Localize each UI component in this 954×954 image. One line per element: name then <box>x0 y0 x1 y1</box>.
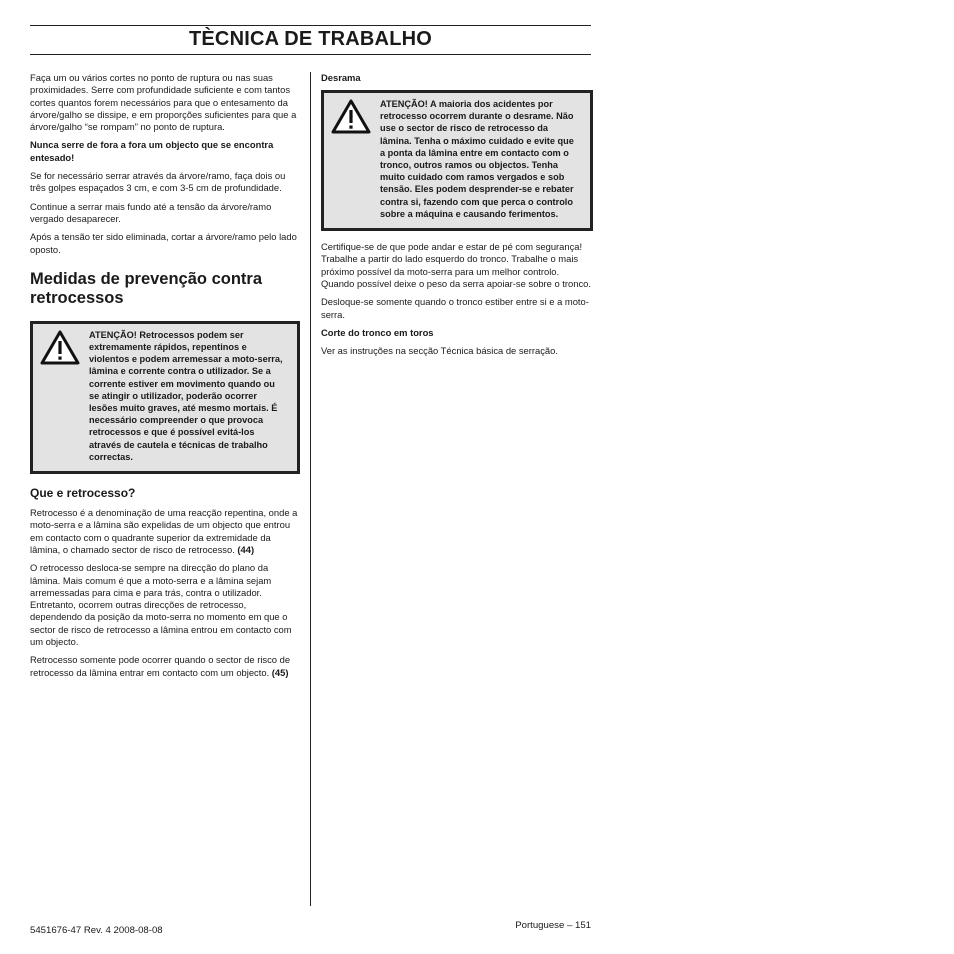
section-heading: Corte do tronco em toros <box>321 326 434 338</box>
paragraph: Após a tensão ter sido eliminada, cortar a árvore/ramo pelo lado oposto. <box>30 231 297 255</box>
paragraph <box>30 654 300 679</box>
paragraph: O retrocesso desloca-se sempre na direcção do plano da lâmina. Mais comum é que a moto-serra e a lâmina sejam arremessadas para cima e para trás, contra o utilizador. Entretanto, ocorrem outras direcções de retrocesso, dependendo da posição da moto-serra no momento em que o sector de risco de retrocesso a lâmina entrou em contacto com um objecto. <box>30 562 292 648</box>
right-column <box>321 72 593 363</box>
column-divider <box>310 72 311 906</box>
paragraph: Se for necessário serrar através da árvore/ramo, faça dois ou três golpes espaçados 3 cm, e com 3-5 cm de profundidade. <box>30 170 286 194</box>
warning-text: ATENÇÃO! A maioria dos acidentes por retrocesso ocorrem durante o desrame. Não use o sector de risco de retrocesso da lâmina. Tenha o máximo cuidado e evite que a ponta da lâmina entre em contacto com o tronco, outros ramos ou objectos. Tenha muito cuidado com ramos vergados e sob tensão. Eles podem desprender-se e rebater contra si, fazendo com que perca o controlo sobre a máquina e causando ferimentos. <box>380 99 574 219</box>
page-title: TÈCNICA DE TRABALHO <box>188 28 433 50</box>
paragraph-text: Retrocesso somente pode ocorrer quando o sector de risco de retrocesso da lâmina entrar em contacto com um objecto. <box>30 654 291 678</box>
section-heading: Desrama <box>321 72 361 83</box>
left-column <box>30 72 300 685</box>
paragraph: Continue a serrar mais fundo até a tensão da árvore/ramo vergado desaparecer. <box>30 200 272 224</box>
section-heading: Medidas de prevenção contra retrocessos <box>30 269 262 308</box>
paragraph <box>30 507 300 556</box>
warning-text: ATENÇÃO! Retrocessos podem ser extremamente rápidos, repentinos e violentos e podem arremessar a moto-serra, lâmina e corrente contra o utilizador. Se a corrente estiver em movimento quando ou se atingir o utilizador, poderão ocorrer lesões muito graves, até mesmo mortais. É necessário compreender o que provoca retrocessos e que é possível evitá-los através de cautela e técnicas de trabalho correctas. <box>89 329 283 462</box>
paragraph: Ver as instruções na secção Técnica básica de serração. <box>321 344 558 356</box>
subsection-heading: Que e retrocesso? <box>30 486 136 501</box>
bold-paragraph: Nunca serre de fora a fora um objecto que se encontra entesado! <box>30 139 274 163</box>
warning-triangle-icon <box>39 329 89 463</box>
warning-box <box>30 321 300 474</box>
paragraph-text: Retrocesso é a denominação de uma reacção repentina, onde a moto-serra e a lâmina são expelidas de um objecto que entrou em contacto com o quadrante superior da extremidade da lâmina, o chamado sector de risco de retrocesso. <box>30 507 298 555</box>
warning-triangle-icon <box>330 98 380 220</box>
paragraph: Certifique-se de que pode andar e estar de pé com segurança! Trabalhe a partir do lado esquerdo do tronco. Trabalhe o mais próximo possível da moto-serra para um melhor controlo. Quando possível deixe o peso da serra apoiar-se sobre o tronco. <box>321 241 591 289</box>
warning-box <box>321 90 593 231</box>
figure-reference: (44) <box>237 543 255 555</box>
figure-reference: (45) <box>271 666 289 678</box>
document-id: 5451676-47 Rev. 4 2008-08-08 <box>30 925 163 936</box>
paragraph: Faça um ou vários cortes no ponto de ruptura ou nas suas proximidades. Serre com profundidade suficiente e com tantos cortes quantos forem necessários para que o entesamento da árvore/galho se dissipe, e em proporções suficientes para que a árvore/galho “se rompam” no ponto de ruptura. <box>30 72 297 133</box>
page-number: Portuguese – 151 <box>515 920 591 931</box>
header-rule-bottom <box>30 54 591 55</box>
paragraph: Desloque-se somente quando o tronco estiber entre si e a moto-serra. <box>321 296 589 320</box>
